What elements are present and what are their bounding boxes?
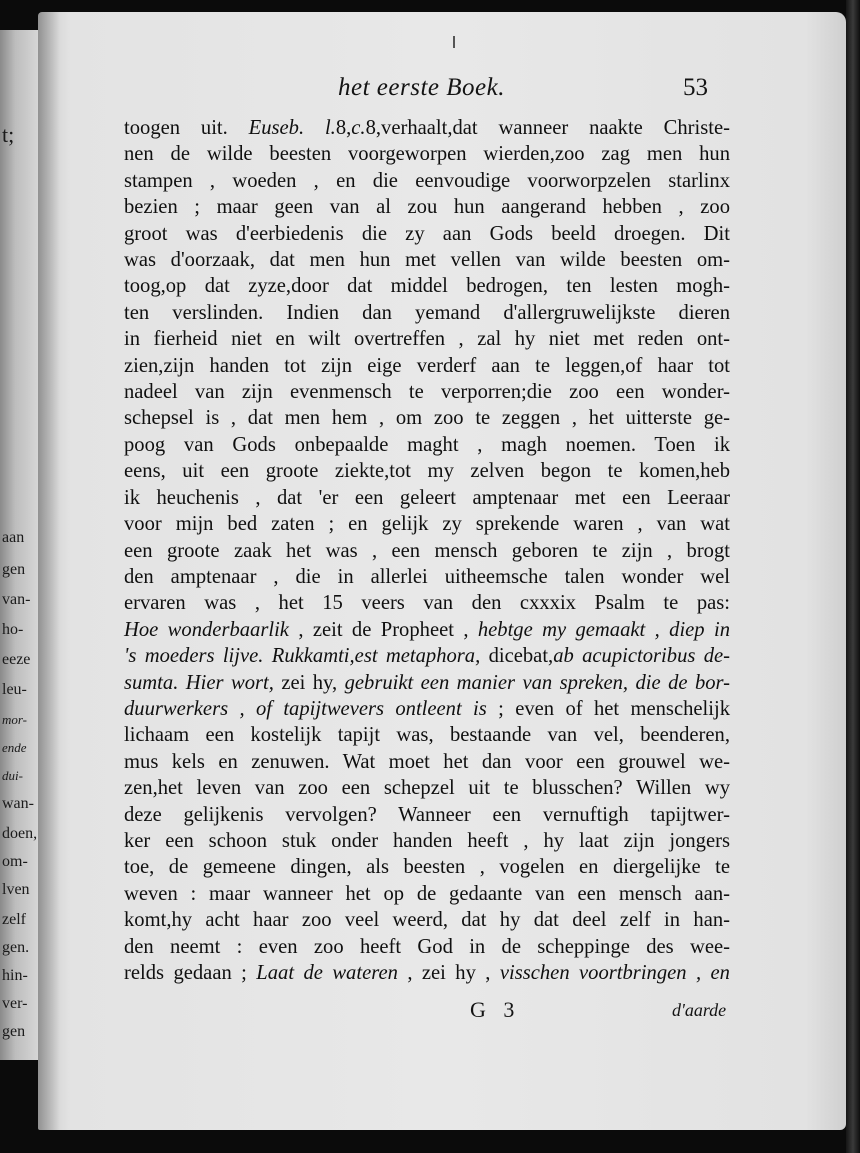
text-run: den neemt : even zoo heeft God in de scheppinge des wee- bbox=[124, 935, 730, 958]
text-line bbox=[124, 775, 730, 801]
facing-page-fragment: aan bbox=[2, 529, 25, 546]
text-line bbox=[124, 432, 730, 458]
text-run: schepsel is , dat men hem , om zoo te zeggen , het uitterste ge- bbox=[124, 407, 730, 430]
text-line bbox=[124, 722, 730, 748]
facing-page-fragment: van- bbox=[2, 591, 31, 608]
facing-page-fragment: lven bbox=[2, 881, 30, 898]
text-run: was d'oorzaak, dat men hun met vellen van wilde beesten om- bbox=[124, 249, 730, 272]
running-head: het eerste Boek. bbox=[338, 74, 505, 101]
italic-run: visschen voortbringen , en bbox=[499, 962, 730, 984]
text-line bbox=[124, 141, 730, 167]
text-line bbox=[124, 881, 730, 907]
text-run: relds gedaan ; bbox=[124, 962, 257, 984]
page-edge bbox=[846, 0, 860, 1153]
text-line bbox=[124, 379, 730, 405]
text-run: , zeit de Propheet , bbox=[288, 618, 478, 641]
facing-page-fragment: ende bbox=[2, 740, 27, 755]
text-run: eens, uit een groote ziekte,tot my zelven begon te komen,heb bbox=[124, 460, 730, 483]
text-run: toogen uit. bbox=[124, 117, 249, 139]
text-line bbox=[124, 617, 730, 643]
facing-page-fragment: zelf bbox=[2, 911, 26, 928]
text-line bbox=[124, 405, 730, 431]
facing-page-fragment: doen, bbox=[2, 825, 38, 842]
text-run: dicebat, bbox=[480, 645, 554, 668]
text-run: nadeel van zijn evenmensch te verporren;die zoo een wonder- bbox=[124, 381, 730, 404]
italic-run: duurwerkers , of tapijtwevers ontleent is bbox=[124, 697, 487, 720]
page-number: 53 bbox=[683, 74, 708, 101]
facing-page-fragment: dui- bbox=[2, 768, 23, 783]
text-run: ik heuchenis , dat 'er een geleert amptenaar met een Leeraar bbox=[124, 486, 730, 509]
text-line bbox=[124, 221, 730, 247]
text-line bbox=[124, 854, 730, 880]
facing-page-mark: t; bbox=[2, 122, 15, 147]
catchword: d'aarde bbox=[672, 1000, 727, 1020]
text-line bbox=[124, 326, 730, 352]
text-line bbox=[124, 538, 730, 564]
text-run: zen,het leven van zoo een schepzel uit te blusschen? Willen wy bbox=[124, 777, 730, 800]
text-run: deze gelijkenis vervolgen? Wanneer een vernuftigh tapijtwer- bbox=[124, 803, 730, 826]
text-line bbox=[124, 907, 730, 933]
italic-run: Euseb. l. bbox=[248, 117, 336, 139]
text-run: zei hy, bbox=[273, 671, 345, 694]
text-run: komt,hy acht haar zoo veel weerd, dat hy dat deel zelf in han- bbox=[124, 909, 730, 932]
text-run: voor mijn bed zaten ; en gelijk zy sprekende waren , van wat bbox=[124, 513, 730, 536]
facing-page-fragment: gen. bbox=[2, 939, 30, 956]
text-run: nen de wilde beesten voorgeworpen wierden,zoo zag men hun bbox=[124, 143, 730, 166]
text-run: poog van Gods onbepaalde maght , magh noemen. Toen ik bbox=[124, 433, 730, 456]
text-run: weven : maar wanneer het op de gedaante van een mensch aan- bbox=[124, 882, 730, 905]
text-line bbox=[124, 643, 730, 669]
text-run: ten verslinden. Indien dan yemand d'allergruwelijkste dieren bbox=[124, 301, 730, 324]
text-run: bezien ; maar geen van al zou hun aangerand hebben , zoo bbox=[124, 196, 730, 219]
text-run: lichaam een kostelijk tapijt was, bestaande van vel, beenderen, bbox=[124, 724, 730, 747]
text-run: stampen , woeden , en die eenvoudige voorworpzelen starlinx bbox=[124, 169, 730, 192]
text-line bbox=[124, 273, 730, 299]
text-run: mus kels en zenuwen. Wat moet het dan voor een grouwel we- bbox=[124, 750, 730, 773]
text-line bbox=[124, 247, 730, 273]
text-line bbox=[124, 511, 730, 537]
text-line bbox=[124, 115, 730, 141]
text-run: in fierheid niet en wilt overtreffen , zal hy niet met reden ont- bbox=[124, 328, 730, 351]
facing-page-fragment: om- bbox=[2, 853, 28, 870]
text-line bbox=[124, 934, 730, 960]
text-line bbox=[124, 828, 730, 854]
facing-page-fragment: hin- bbox=[2, 967, 28, 984]
facing-page-fragment: mor- bbox=[2, 712, 28, 727]
text-line bbox=[124, 458, 730, 484]
text-run: toog,op dat zyze,door dat middel bedrogen, ten lesten mogh- bbox=[124, 275, 730, 298]
text-line bbox=[124, 353, 730, 379]
text-line bbox=[124, 168, 730, 194]
text-line bbox=[124, 960, 730, 986]
italic-run: ab acupictoribus de- bbox=[553, 645, 730, 668]
text-run: , zei hy , bbox=[397, 962, 500, 984]
signature-mark: G 3 bbox=[470, 997, 521, 1022]
text-line bbox=[124, 300, 730, 326]
text-line bbox=[124, 485, 730, 511]
text-run: ker een schoon stuk onder handen heeft , hy laat zijn jongers bbox=[124, 829, 730, 852]
text-run: een groote zaak het was , een mensch geboren te zijn , brogt bbox=[124, 539, 730, 562]
facing-page-fragment: wan- bbox=[2, 795, 34, 812]
book-page bbox=[38, 12, 846, 1130]
italic-run: Hoe wonderbaarlik bbox=[124, 618, 289, 641]
italic-run: hebtge my gemaakt , diep in bbox=[477, 618, 730, 641]
text-run: ; even of het menschelijk bbox=[486, 697, 730, 720]
facing-page-fragment: eeze bbox=[2, 651, 31, 668]
italic-run: Laat de wateren bbox=[256, 962, 398, 984]
text-line bbox=[124, 802, 730, 828]
facing-page-fragment: gen bbox=[2, 561, 26, 578]
text-line bbox=[124, 749, 730, 775]
text-line bbox=[124, 696, 730, 722]
text-line bbox=[124, 194, 730, 220]
text-run: den amptenaar , die in allerlei uitheemsche talen wonder wel bbox=[124, 565, 730, 588]
text-line bbox=[124, 590, 730, 616]
text-run: ervaren was , het 15 veers van den cxxxix Psalm te pas: bbox=[124, 592, 730, 615]
text-line bbox=[124, 564, 730, 590]
facing-page-fragment: leu- bbox=[2, 681, 27, 698]
facing-page-edge bbox=[0, 30, 41, 1060]
facing-page-fragment: gen bbox=[2, 1023, 26, 1040]
italic-run: gebruikt een manier van spreken, die de bor- bbox=[344, 671, 730, 694]
facing-page-fragment: ho- bbox=[2, 621, 24, 638]
text-run: 8, bbox=[335, 117, 352, 139]
body-text bbox=[124, 115, 734, 986]
italic-run: sumta. Hier wort, bbox=[124, 671, 274, 694]
printer-tick-mark bbox=[453, 36, 455, 48]
text-run: groot was d'eerbiedenis die zy aan Gods beeld droegen. Dit bbox=[124, 222, 730, 245]
text-run: zien,zijn handen tot zijn eige verderf aan te leggen,of haar tot bbox=[124, 354, 730, 377]
text-line bbox=[124, 670, 730, 696]
italic-run: c. bbox=[351, 117, 366, 139]
text-run: 8,verhaalt,dat wanneer naakte Christe- bbox=[365, 117, 730, 139]
italic-run: 's moeders lijve. Rukkamti,est metaphora, bbox=[124, 645, 481, 668]
text-run: toe, de gemeene dingen, als beesten , vogelen en diergelijke te bbox=[124, 856, 730, 879]
facing-page-fragment: ver- bbox=[2, 995, 28, 1012]
